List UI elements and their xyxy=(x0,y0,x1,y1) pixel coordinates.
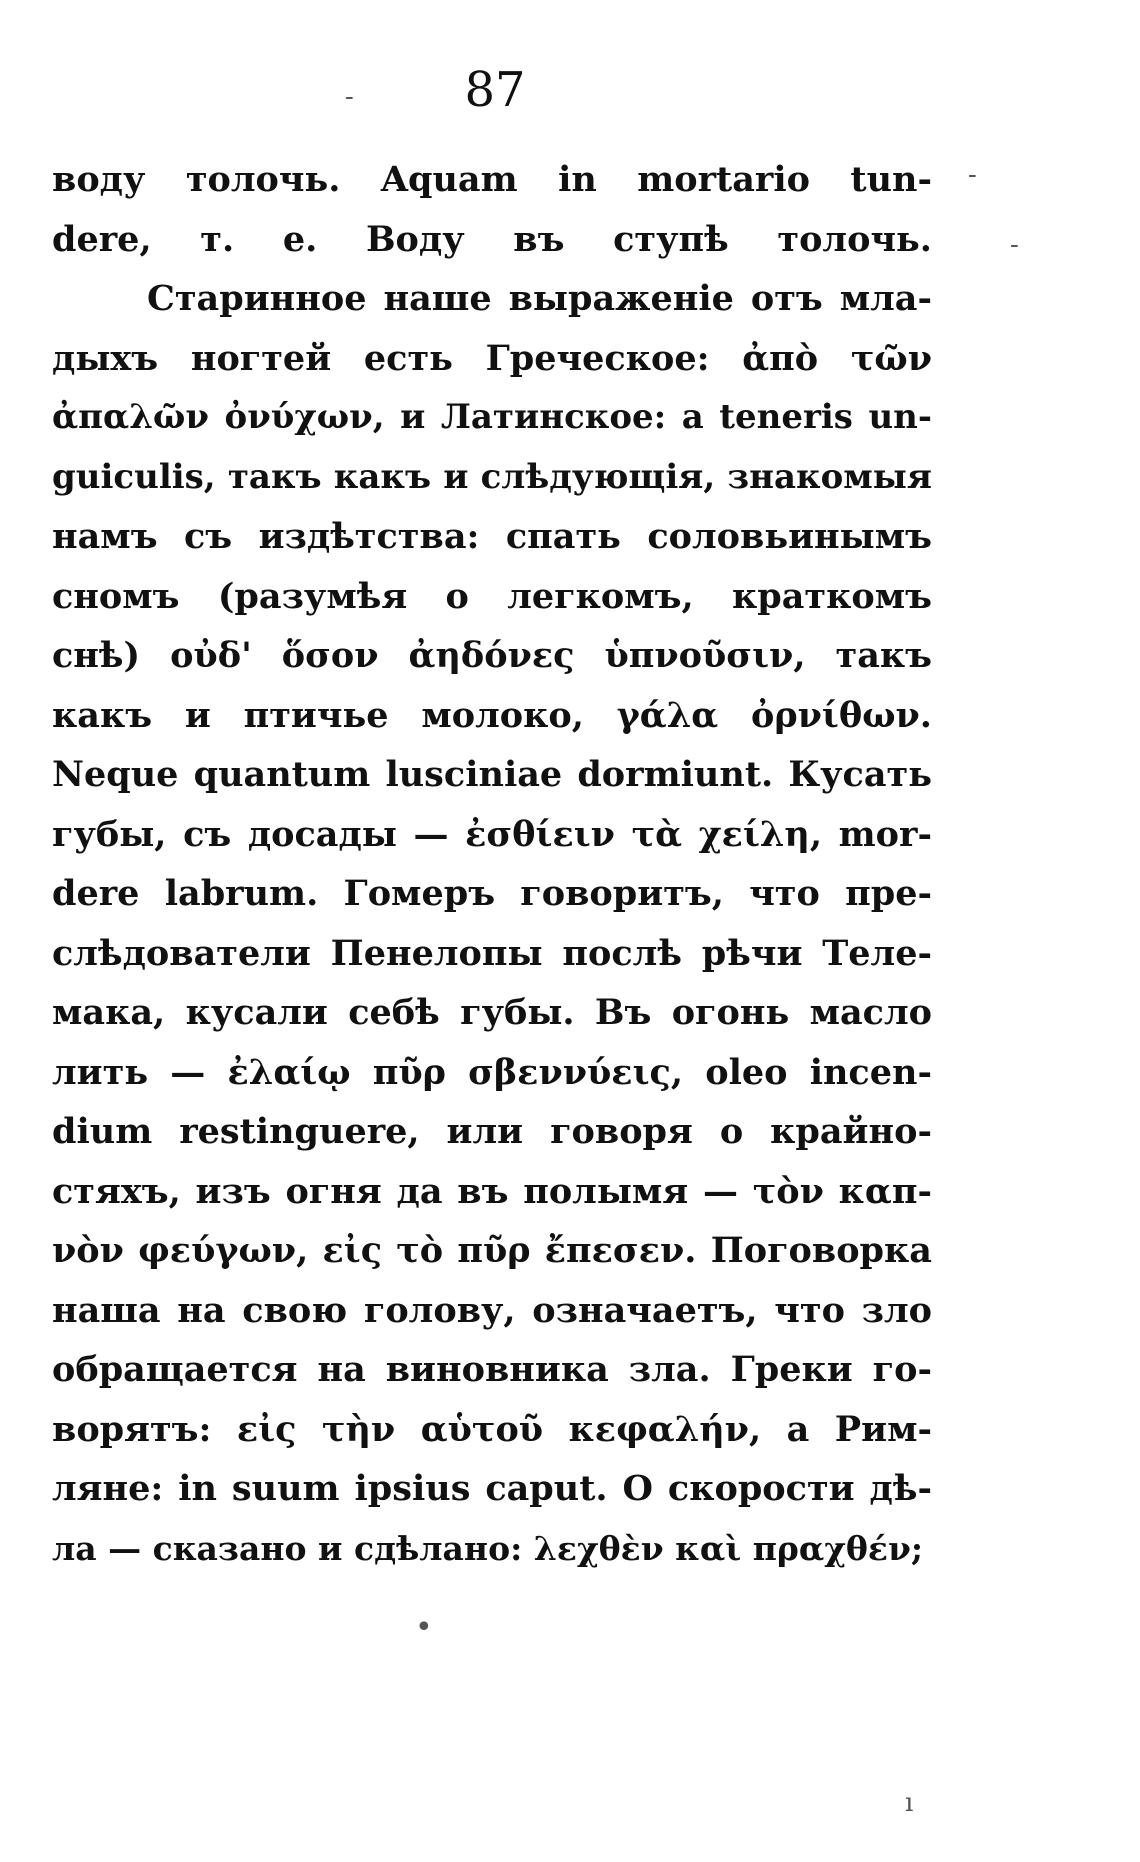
text-line: снѣ) οὐδ' ὅσον ἀηδόνες ὑπνοῦσιν, такъ xyxy=(52,635,932,676)
text-line: стяхъ, изъ огня да въ полымя — τὸν καπ- xyxy=(52,1170,932,1212)
text-line: лить — ἐλαίῳ πῦρ σβεννύεις, oleo incen- xyxy=(52,1051,932,1093)
print-speck: ı xyxy=(905,1788,914,1818)
text-line: ворятъ: εἰς τὴν αὑτοῦ κεφαλήν, а Рим- xyxy=(52,1408,932,1450)
text-line: обращается на виновника зла. Греки го- xyxy=(52,1349,932,1390)
text-line: dium restinguere, или говоря о крайно- xyxy=(52,1111,932,1152)
text-line: ляне: in suum ipsius caput. О скорости дѣ- xyxy=(52,1468,932,1509)
text-line: ла — сказано и сдѣлано: λεχθὲν καὶ πραχθέν; xyxy=(52,1528,924,1568)
print-speck: • xyxy=(415,1610,433,1645)
text-line: dere labrum. Гомеръ говоритъ, что пре- xyxy=(52,873,932,914)
page-number: 87 xyxy=(464,62,526,118)
print-speck: - xyxy=(1010,230,1019,260)
text-line: ἀπαλῶν ὀνύχων, и Латинское: a teneris un- xyxy=(52,397,932,437)
text-line: guiculis, такъ какъ и слѣдующія, знакомыя xyxy=(52,456,932,497)
text-line: слѣдователи Пенелопы послѣ рѣчи Теле- xyxy=(52,932,932,974)
print-speck: - xyxy=(968,160,977,190)
text-line: какъ и птичье молоко, γάλα ὀρνίθων. xyxy=(52,694,932,736)
text-line: Neque quantum lusciniae dormiunt. Кусать xyxy=(52,754,932,795)
text-line: сномъ (разумѣя о легкомъ, краткомъ xyxy=(52,575,932,617)
text-line: воду толочь. Aquam in mortario tun- xyxy=(52,159,932,200)
print-speck: - xyxy=(345,82,354,112)
text-line: губы, съ досады — ἐσθίειν τὰ χείλη, mor- xyxy=(52,813,932,855)
text-line: наша на свою голову, означаетъ, что зло xyxy=(52,1289,932,1331)
paragraph-start-line: Старинное наше выраженіе отъ мла- xyxy=(147,278,932,319)
body-text xyxy=(52,150,932,1578)
text-line: νὸν φεύγων, εἰς τὸ πῦρ ἔπεσεν. Поговорка xyxy=(52,1230,932,1271)
text-line: dere, т. е. Воду въ ступѣ толочь. xyxy=(52,218,932,260)
text-line: намъ съ издѣтства: спать соловьинымъ xyxy=(52,516,932,557)
text-line: дыхъ ногтей есть Греческое: ἀπὸ τῶν xyxy=(52,337,932,379)
text-line: мака, кусали себѣ губы. Въ огонь масло xyxy=(52,992,932,1033)
